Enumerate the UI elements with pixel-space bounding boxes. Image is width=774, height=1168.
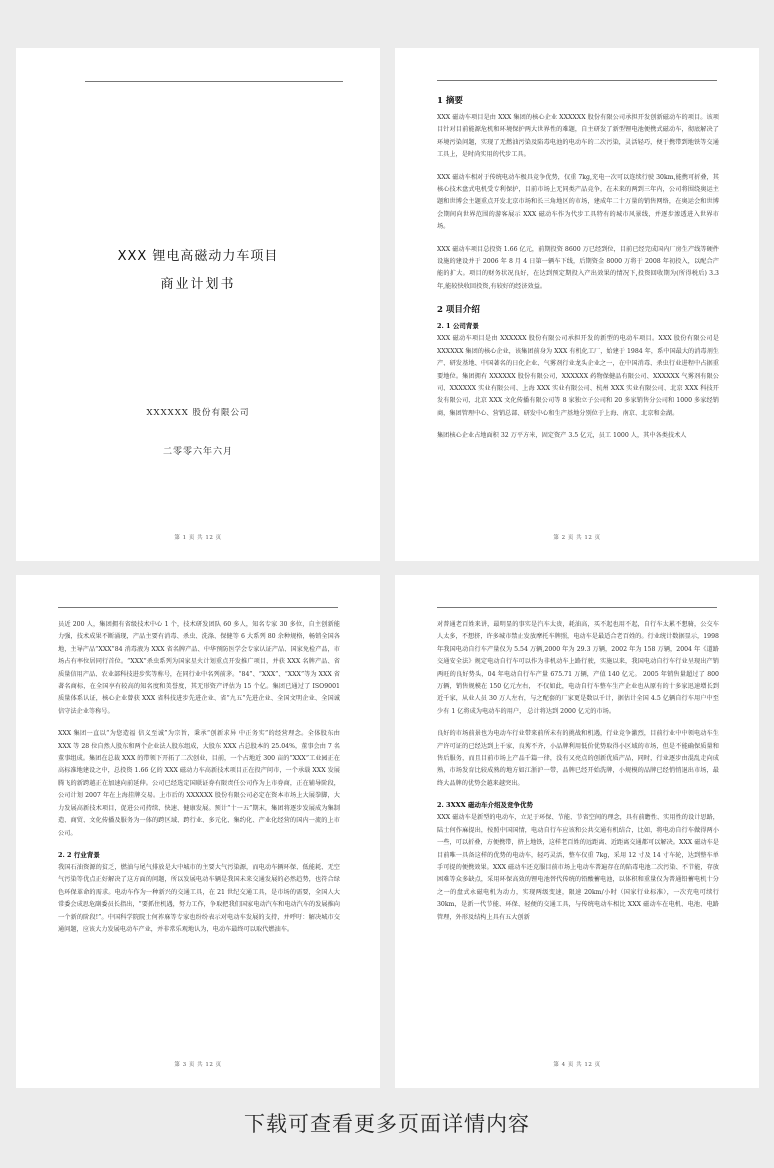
section-heading: 1 摘要 bbox=[437, 96, 463, 106]
section-heading: 2. 2 行业背景 bbox=[58, 850, 100, 859]
document-page-4 bbox=[395, 575, 759, 1088]
header-rule bbox=[58, 607, 338, 608]
cover-date: 二零零六年六月 bbox=[162, 447, 233, 457]
download-caption: 下载可查看更多页面详情内容 bbox=[244, 1112, 530, 1136]
body-paragraph: XXX 集团一直以“为您造福 信义至诚”为宗旨，秉承“创新求异 中正务实”的经营理念。全体股东由 XXX 等 28 位自然人股东和两个企业法人股东组成，大股东 XXX 占总股本的 25.04%，董事会由 7 名董事组成。集团在总裁 XXX 的带领下开拓了二次创业，目前，一个占地近 300 亩的“XXX”工业园正在高标准地建设之中，总投资 1.66 亿的 XXX 磁动力车高新技术项目正在投产问市，一个承载 XXX 发展腾飞的新跨越正在加速向前延伸。公司已经选定国联证券有限责任公司作为上市券商，正在辅导阶段，公司计划 2007 年在上海挂牌交易。上市后的 XXXXXX 股份有限公司必定在资本市场上大展拳脚，大力发展高新技术项目，促进公司持续、快速、健康发展。预计“十一五”期末，集团将逐步发展成为集制造、商贸、文化传播及服务为一体的跨区域、跨行业、多元化、集约化、产业化经营的国内一流的上市公司。 bbox=[58, 730, 340, 837]
page-content bbox=[437, 619, 719, 934]
page-footer: 第 4 页 共 12 页 bbox=[553, 1062, 601, 1068]
cover-subtitle: 商业计划书 bbox=[160, 277, 236, 292]
body-paragraph: 集团核心企业占地面积 32 万平方米，固定资产 3.5 亿元，员工 1000 人，其中各类技术人 bbox=[437, 432, 687, 440]
cover-title: XXX 锂电高磁动力车项目 bbox=[117, 249, 279, 264]
body-paragraph: XXX 磁动车项目是由 XXX 集团的核心企业 XXXXXX 股份有限公司承担开发创新磁动车的项目。该项目针对目前能源危机和环境保护两大世界性的难题，自主研发了新型锂电池便携式磁动车，彻底解决了环境污染问题，实现了无燃油污染及陷毒电池的电动车的二次污染，灵活轻巧，便于携带到地铁等交通工具上，是时尚实用的代步工具。 bbox=[437, 114, 719, 159]
body-paragraph: XXX 磁动车相对于传统电动车极具竞争优势，仅重 7kg,充电一次可以连续行驶 30km,能携可折叠，其核心技术盘式电机受专利保护，目前市场上无同类产品竞争，在未来的两到三年内，公司将围绕奥运主题和世博会主题重点开发北京市场和长三角地区的市场，建成年二十万量的销售网络，在奥运会和世博会期间向世界范围的游客展示 XXX 磁动车作为代步工具特有的城市风景线，并逐步渗透进入世界市场。 bbox=[437, 173, 719, 231]
body-paragraph: XXX 磁动车项目是由 XXXXXX 股份有限公司承担开发的新型的电动车项目。XXX 股份有限公司是 XXXXXX 集团的核心企业，该集团前身为 XXX 有机化工厂，始建于 1984 年，系中国最大的消毒剂生产、研发基地、中国著名的日化企业、气雾剂行业龙头企业之一，在中国消毒、杀虫行业进程中占据重要地位。集团拥有 XXXXXX 股份有限公司，XXXXXX 药物保健品有限公司、XXXXXX 气雾剂有限公司、XXXXXX 实业有限公司、上海 XXX 实业有限公司、杭州 XXX 实业有限公司、北京 XXX 科技开发有限公司，北京 XXX 文化传播有限公司等 8 家独立子公司和 20 多家销售分公司和 1000 多家经销商，集团管理中心、营销总部、研发中心和生产基地分别位于上海、南京、北京和金湖。 bbox=[437, 335, 719, 417]
page-footer: 第 1 页 共 12 页 bbox=[174, 535, 222, 541]
body-paragraph: 员近 200 人，集团拥有省级技术中心 1 个，技术研发团队 60 多人，知名专家 30 多位，自主创新能力强，技术成果不断涌现，产品主要有消毒、杀虫、洗涤、保健等 6 大系列 80 余种规格，畅销全国各地，主导产品“XXX”84 消毒液为 XXX 省名牌产品、中华预防医学会专家认证产品、国家免检产品，市场占有率位居同行首位。“XXX”杀虫系列为国家星火计划重点开发推广项目，并获 XXX 名牌产品、省质量信用产品、农业部科技进步奖等称号，在同行业中名列前茅。“84”、“XXX”、“XXX”等为 XXX 省著名商标，在全国享有较高的知名度和美誉度，其无形资产评估为 15 个亿。集团已通过了 ISO9001 质量体系认证，核心企业曾获 XXX 省科技进步先进企业、省“九五”先进企业、全国文明企业、全国诚信守法企业等称号。 bbox=[58, 621, 340, 715]
document-page-2 bbox=[395, 48, 759, 561]
header-rule bbox=[437, 607, 717, 608]
body-paragraph: XXX 磁动车是新型的电动车，立足于环保、节能、节省空间的理念，具有前瞻性、实用性的设计思路，陆士何作麻提出，按照中国国情，电动自行车应该和公共交通有机结合，比如，将电动自行车做得两小一些，可以折叠，方便携带，挤上地铁，这样老百姓的远距离、近距离交通都可以解决。XXX 磁动车是目前唯一具备这样的优势的电动车，轻巧灵活，整车仅重 7kg，采用 12 寸及 14 寸车轮，达到整车单手可提的便携效果。XXX 磁动车还克服目前市场上电动车普遍存在的陷毒电池二次污染、不节能，存放困难等众多缺点，采用环保高效的锂电池替代传统的铅酸蓄电池，以体积和重量仅为普通铅蓄电机十分之一的盘式永磁电机为动力，实现两级变速，限速 20km/小时（国家行业标准），一次充电可续行 30km，是新一代节能、环保、轻便的交通工具，与传统电动车相比 XXX 磁动车在电机、电池、电路管理，外形及结构上具有五大创新 bbox=[437, 814, 719, 921]
page-footer: 第 2 页 共 12 页 bbox=[553, 535, 601, 541]
page-footer: 第 3 页 共 12 页 bbox=[174, 1062, 222, 1068]
page-content bbox=[58, 619, 340, 946]
cover-company: XXXXXX 股份有限公司 bbox=[146, 408, 250, 418]
body-paragraph: 我国石油资源的贫乏，燃油与尾气排放是大中城市的主要大气污染源，而电动车辆环保、低能耗、无空气污染等优点正好解决了这方面的问题，所以发展电动车辆是我国未来交通发展的必然趋势，也符合绿色环保革命的需求。电动车作为一种新兴的交通工具，在 21 世纪交通工具，是市场的需要，全国人大常委会成思危副委员长指出，“要抓住机遇，努力工作，争取把我们国家电动汽车和电动汽车的发展推向一个新的阶段!”。中国科学院院士何祚庥等专家也纷纷表示对电动车发展的支持，并呼吁：解决城市交通问题，应该大力发展电动车产业，并非常乐观地认为，电动车最终可以取代燃油车。 bbox=[58, 863, 340, 933]
document-page-3 bbox=[16, 575, 380, 1088]
section-heading: 2. 1 公司背景 bbox=[437, 322, 479, 331]
body-paragraph: XXX 磁动车项目总投资 1.66 亿元，前期投资 8600 万已经到位，目前已经完成国内厂房生产线等硬件设施的建设并于 2006 年 8 月 4 日第一辆车下线，后期资金 8000 万将于 2008 年初投入，以配合产能的扩大。项目的财务状况良好，在达到预定期投入产出效果的情况下,投资回收期为(所得税后) 3.3 年,能较快收回投资,有较好的经济效益。 bbox=[437, 245, 719, 290]
document-page-1 bbox=[16, 48, 380, 561]
section-heading: 2. 3XXX 磁动车介绍及竞争优势 bbox=[437, 801, 533, 810]
header-rule bbox=[85, 81, 343, 82]
page-content bbox=[437, 92, 719, 453]
header-rule bbox=[437, 80, 717, 81]
body-paragraph: 对普通老百姓来讲，最明显的事实是汽车太贵，耗油高，买不起也用不起，自行车太累不想骑，公交车人太多，不想挤，许多城市禁止发放摩托车牌照，电动车是最适合老百姓的。行业统计数据显示，1998 年我国电动自行车产量仅为 5.54 万辆,2000 年为 29.3 万辆，2002 年为 158 万辆，2004 年《道路交通安全法》规定电动自行车可以作为非机动车上路行驶，实施以来，我国电动自行车行业呈现出产销两旺的良好势头，04 年电动自行车产量 675.71 万辆，产值 140 亿元。 2005 年销售量超过了 800 万辆，销售规模在 150 亿元左右， 不仅如此，电动自行车整车生产企业也从原有的十多家迅速增长到近千家，从业人员 30 万人左右，与之配套的厂家更是数以千计，据估计全国 4.5 亿辆自行车用户中至少有 1 亿将成为电动车的用户， 总计将达到 2000 亿元的市场。 bbox=[437, 621, 719, 715]
body-paragraph: 良好的市场前景也为电动车行业带来前所未有的挑战和机遇，行业竞争激烈，目前行业中中领电动车生产许可证的已经达到上千家，良莠不齐，小品牌利用低价优势取得小区域的市场，但是不能确保质量和售后服务，而且目前市场上产品千篇一律，没有又亮点的创新优质产品，同时，行业逐步由混乱走向成熟，市场发育比较成熟的地方如江浙沪一带，品牌已经开始洗牌，小规模的品牌已经悄悄退出市场，最终大品牌的优势会越来越突出。 bbox=[437, 730, 719, 787]
section-heading: 2 项目介绍 bbox=[437, 305, 480, 316]
